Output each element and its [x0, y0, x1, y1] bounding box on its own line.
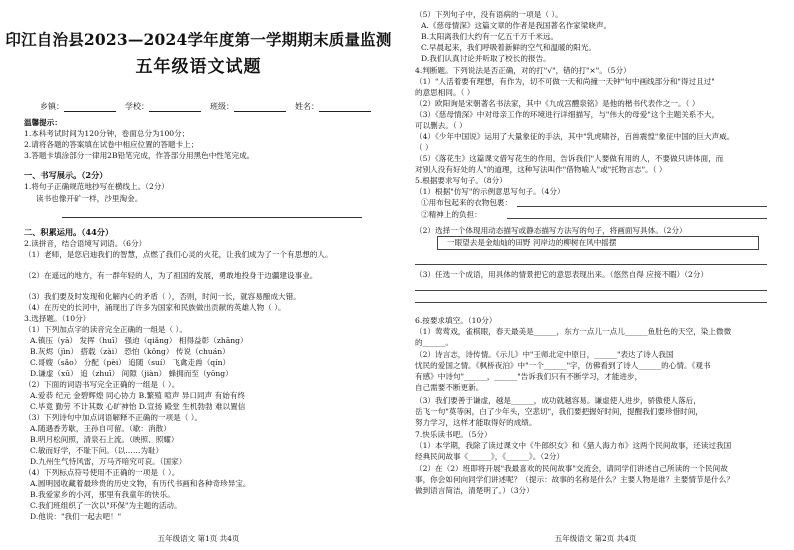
option-line: C.毕竟 勤劳 不计其数 心旷神怡 D.宣扬 殿堂 生机勃勃 难以置信: [30, 402, 246, 411]
text-line: （2）欧阳询是宋朝著名书法家，其中《九成宫醴泉铭》是他的楷书代表作之一。（ ）: [415, 99, 700, 108]
text-line: （5）下列句子中，没有语病的一项是（ ）。: [415, 10, 563, 19]
text-line: 3.选择题。（10分）: [24, 314, 91, 323]
answer-line[interactable]: [415, 264, 767, 265]
text-line: （1）下列加点字的读音完全正确的一组是（ ）。: [24, 325, 187, 334]
answer-line[interactable]: [507, 218, 767, 219]
tips-title: 温馨提示：: [24, 118, 62, 127]
text-line: 的______。: [415, 338, 453, 347]
class-label: 班级：: [210, 102, 234, 111]
text-line: 2.读拼音，结合语境写词语。（6分）: [24, 239, 147, 248]
option-line: B.太阳离我们大约有一亿五千万千米远。: [421, 32, 559, 41]
name-field[interactable]: [295, 101, 371, 112]
text-line: （3）我们要及时发现和化解内心的矛盾（ ），否则，时间一长，就容易酿成大错。: [24, 292, 301, 301]
text-line: 6.按要求填空。（10分）: [415, 316, 497, 325]
option-line: D.谦虚（xū） 追（zhuī） 间隙（jiàn） 蜂拥而至（yōng）: [30, 369, 233, 378]
text-line: （ ）: [415, 143, 433, 152]
option-line: C.哥嫂（sǎo） 分配（pèi） 追随（suí） 飞禽走兽（qín）: [30, 358, 231, 367]
option-line: D.九州生气恃风雷，万马齐喑究可哀。（国家）: [30, 457, 187, 466]
option-line: D.他说："我们一起去吧！": [30, 512, 122, 521]
copy-sentence: 读书也像开矿一样，沙里淘金。: [36, 194, 143, 203]
text-line: （1）老师，是您启迪我们的智慧，点燃了我们心灵的火花，让我们成为了一个有思想的人。: [24, 250, 333, 259]
option-line: B.灰烬（jìn） 搭载（zài） 恐怕（kǒng） 传说（chuán）: [30, 347, 230, 356]
text-line: （1）"人活着要有理想，有作为，切不可做一天和尚撞一天钟"句中画线部分和"得过且过": [415, 77, 715, 86]
text-line: 对别人没有好处的人"的道理，这种写法叫作"借物喻人"或"托物言志"。（ ）: [415, 165, 667, 174]
option-line: A.圆明园收藏着最珍贵的历史文物，有历代书画和各种奇珍异宝。: [30, 479, 251, 488]
text-line: （4）下列标点符号使用不正确的一项是（ ）。: [24, 468, 180, 477]
class-field[interactable]: [210, 101, 286, 112]
option-line: B.我爱家乡的小河，那里有我童年的快乐。: [30, 490, 175, 499]
option-line: A.镇压（yā） 发挥（huī） 强迫（qiǎng） 相得益彰（zhāng）: [30, 336, 248, 345]
text-line: 事，你会如何向同学们讲述呢？（提示：故事的名称是什么？主要人物是谁？主要情节是什么？: [415, 475, 734, 484]
option-line: C.我们班组织了一次以"环保"为主题的活动。: [30, 501, 182, 510]
page-footer: 五年级语文 第1页 共4页: [157, 534, 240, 543]
answer-line[interactable]: [517, 206, 767, 207]
section-1-heading: 一、书写展示。（2分）: [24, 170, 108, 180]
school-label: 学校：: [125, 102, 149, 111]
sentence-choices: 一眼望去是金灿灿的田野 河岸边的柳树在风中摇摆: [447, 238, 617, 247]
text-line: （4）《少年中国说》运用了大量象征的手法，其中"乳虎啸谷，百兽震惶"象征中国的巨大声威。: [415, 132, 735, 141]
text-line: 可以删去。（ ）: [415, 121, 467, 130]
text-line: （1）本学期，我除了读过课文中《牛郎织女》和《猎人海力布》这两个民间故事，还读过我国: [415, 441, 732, 450]
text-line: （4）在历史的长河中，涌现出了许多为国家和民族做出贡献的英雄人物（ ）。: [24, 303, 286, 312]
school-field[interactable]: [125, 101, 201, 112]
text-line: 有感》中诗句"______，______"告诉我们只有不断学习，才能进步，: [415, 372, 643, 381]
text-line: （3）我们要善于谦虚，越是______，成功就越容易。谦虚使人进步，骄傲使人落后，: [415, 396, 701, 405]
text-line: 5.根据要求写句子。（8分）: [415, 176, 507, 185]
page-2: [397, 0, 794, 550]
text-line: （3）下列诗句中加点词语解释不正确的一项是（ ）。: [24, 413, 203, 422]
text-line: ①用布包起来的衣物包裹：: [421, 198, 513, 207]
option-line: B.明月松间照，清泉石上流。（映照、照耀）: [30, 435, 179, 444]
text-line: 努力学习，这样才能取得好的成绩。: [415, 418, 537, 427]
text-line: （3）《慈母情深》中对母亲工作的环境进行详细描写，与"伟大的母爱"这个主题关系不大，: [415, 110, 720, 119]
text-line: 忧民的爱国之情。《枫桥夜泊》中"一个______"字，仿佛看到了诗人______的心情。《观书: [415, 361, 711, 370]
text-line: 自己需要不断更新。: [415, 383, 484, 392]
text-line: 做到语言简洁，清楚明了。）（3分）: [415, 486, 534, 495]
text-line: （1）莺莺戏，雀棋眼，春天最美是______，东方一点儿一点儿______鱼肚色的天空，染上微微: [415, 327, 732, 336]
answer-line[interactable]: [415, 302, 767, 303]
option-line: C.敏而好学，不耻下问。（以……为耻）: [30, 446, 164, 455]
text-line: （5）《落花生》这篇课文借写花生的作用，告诉我们"人要做有用的人，不要做只讲体面，而: [415, 154, 724, 163]
text-line: （2）在（2）班即将开展"我最喜欢的民间故事"交流会，请同学们讲述自己所读的一个民间故: [415, 464, 728, 473]
text-line: 4.判断题。下列说法是否正确，对的打"√"，错的打"×"。（5分）: [415, 66, 631, 75]
text-line: 经典民间故事《______》，《______》。（2分）: [415, 452, 565, 461]
township-field[interactable]: [40, 101, 116, 112]
exam-subtitle: 五年级语文试题: [135, 57, 262, 77]
tip-line: 2.请将各题的答案填在试卷中相应位置的答题卡上；: [24, 140, 199, 149]
page-footer: 五年级语文 第2页 共4页: [554, 534, 637, 543]
tip-line: 1.本科考试时间为120分钟，卷面总分为100分；: [24, 129, 190, 138]
text-line: （2）诗言志，诗传情。《示儿》中"王师北定中原日，______"表达了诗人我国: [415, 350, 674, 359]
question-1: 1.将句子正确规范地抄写在横线上。（2分）: [24, 182, 169, 191]
option-line: A.随遇香芳歇，王孙自可留。（歇：消散）: [30, 424, 171, 433]
option-line: C.早晨起来，我们呼吸着新鲜的空气和温暖的阳光。: [421, 43, 597, 52]
text-line: 岳飞一句"莫等闲，白了少年头，空悲切"，我们要把握好时间，提醒我们要珍惜时间，: [415, 407, 703, 416]
text-line: 7.快乐读书吧。（5分）: [415, 430, 492, 439]
text-line: （3）任选一个成语，用具体的情景把它的意思表现出来。（悠然自得 应接不暇）（2分）: [415, 270, 709, 279]
text-line: 的意思相同。（ ）: [415, 88, 475, 97]
option-line: A.爱恭 纪元 金碧辉煌 同心协力 B.繁殖 喧声 异口同声 有始有终: [30, 391, 246, 400]
option-line: A.《慈母情深》这篇文章的作者是我国著名作家梁晓声。: [421, 21, 612, 30]
text-line: （2）选择一个体现用动态描写或静态描写方法写的句子，将画面写具体。（2分）: [415, 226, 687, 235]
option-line: D.我们认真讨论并听取了校长的报告。: [421, 54, 551, 63]
text-line: （2）下面的词语书写完全正确的一组是（ ）。: [24, 380, 180, 389]
text-line: （2）在遥远的地方，有一群年轻的人，为了祖国的发展，勇敢地投身于边疆建设事业。: [24, 271, 318, 280]
answer-line[interactable]: [415, 290, 767, 291]
exam-title: 印江自治县2023—2024学年度第一学期期末质量监测: [5, 30, 392, 49]
text-line: ②精神上的负担：: [421, 210, 482, 219]
tip-line: 3.答题卡填涂部分一律用2B铅笔完成，作答部分用黑色中性笔完成。: [24, 151, 255, 160]
section-2-heading: 二、积累运用。（44分）: [24, 227, 114, 237]
handwriting-line[interactable]: [62, 217, 362, 218]
text-line: （1）根据"仿写"的示例意思写句子。（4分）: [415, 187, 565, 196]
name-label: 姓名：: [295, 102, 319, 111]
township-label: 乡镇：: [40, 102, 64, 111]
